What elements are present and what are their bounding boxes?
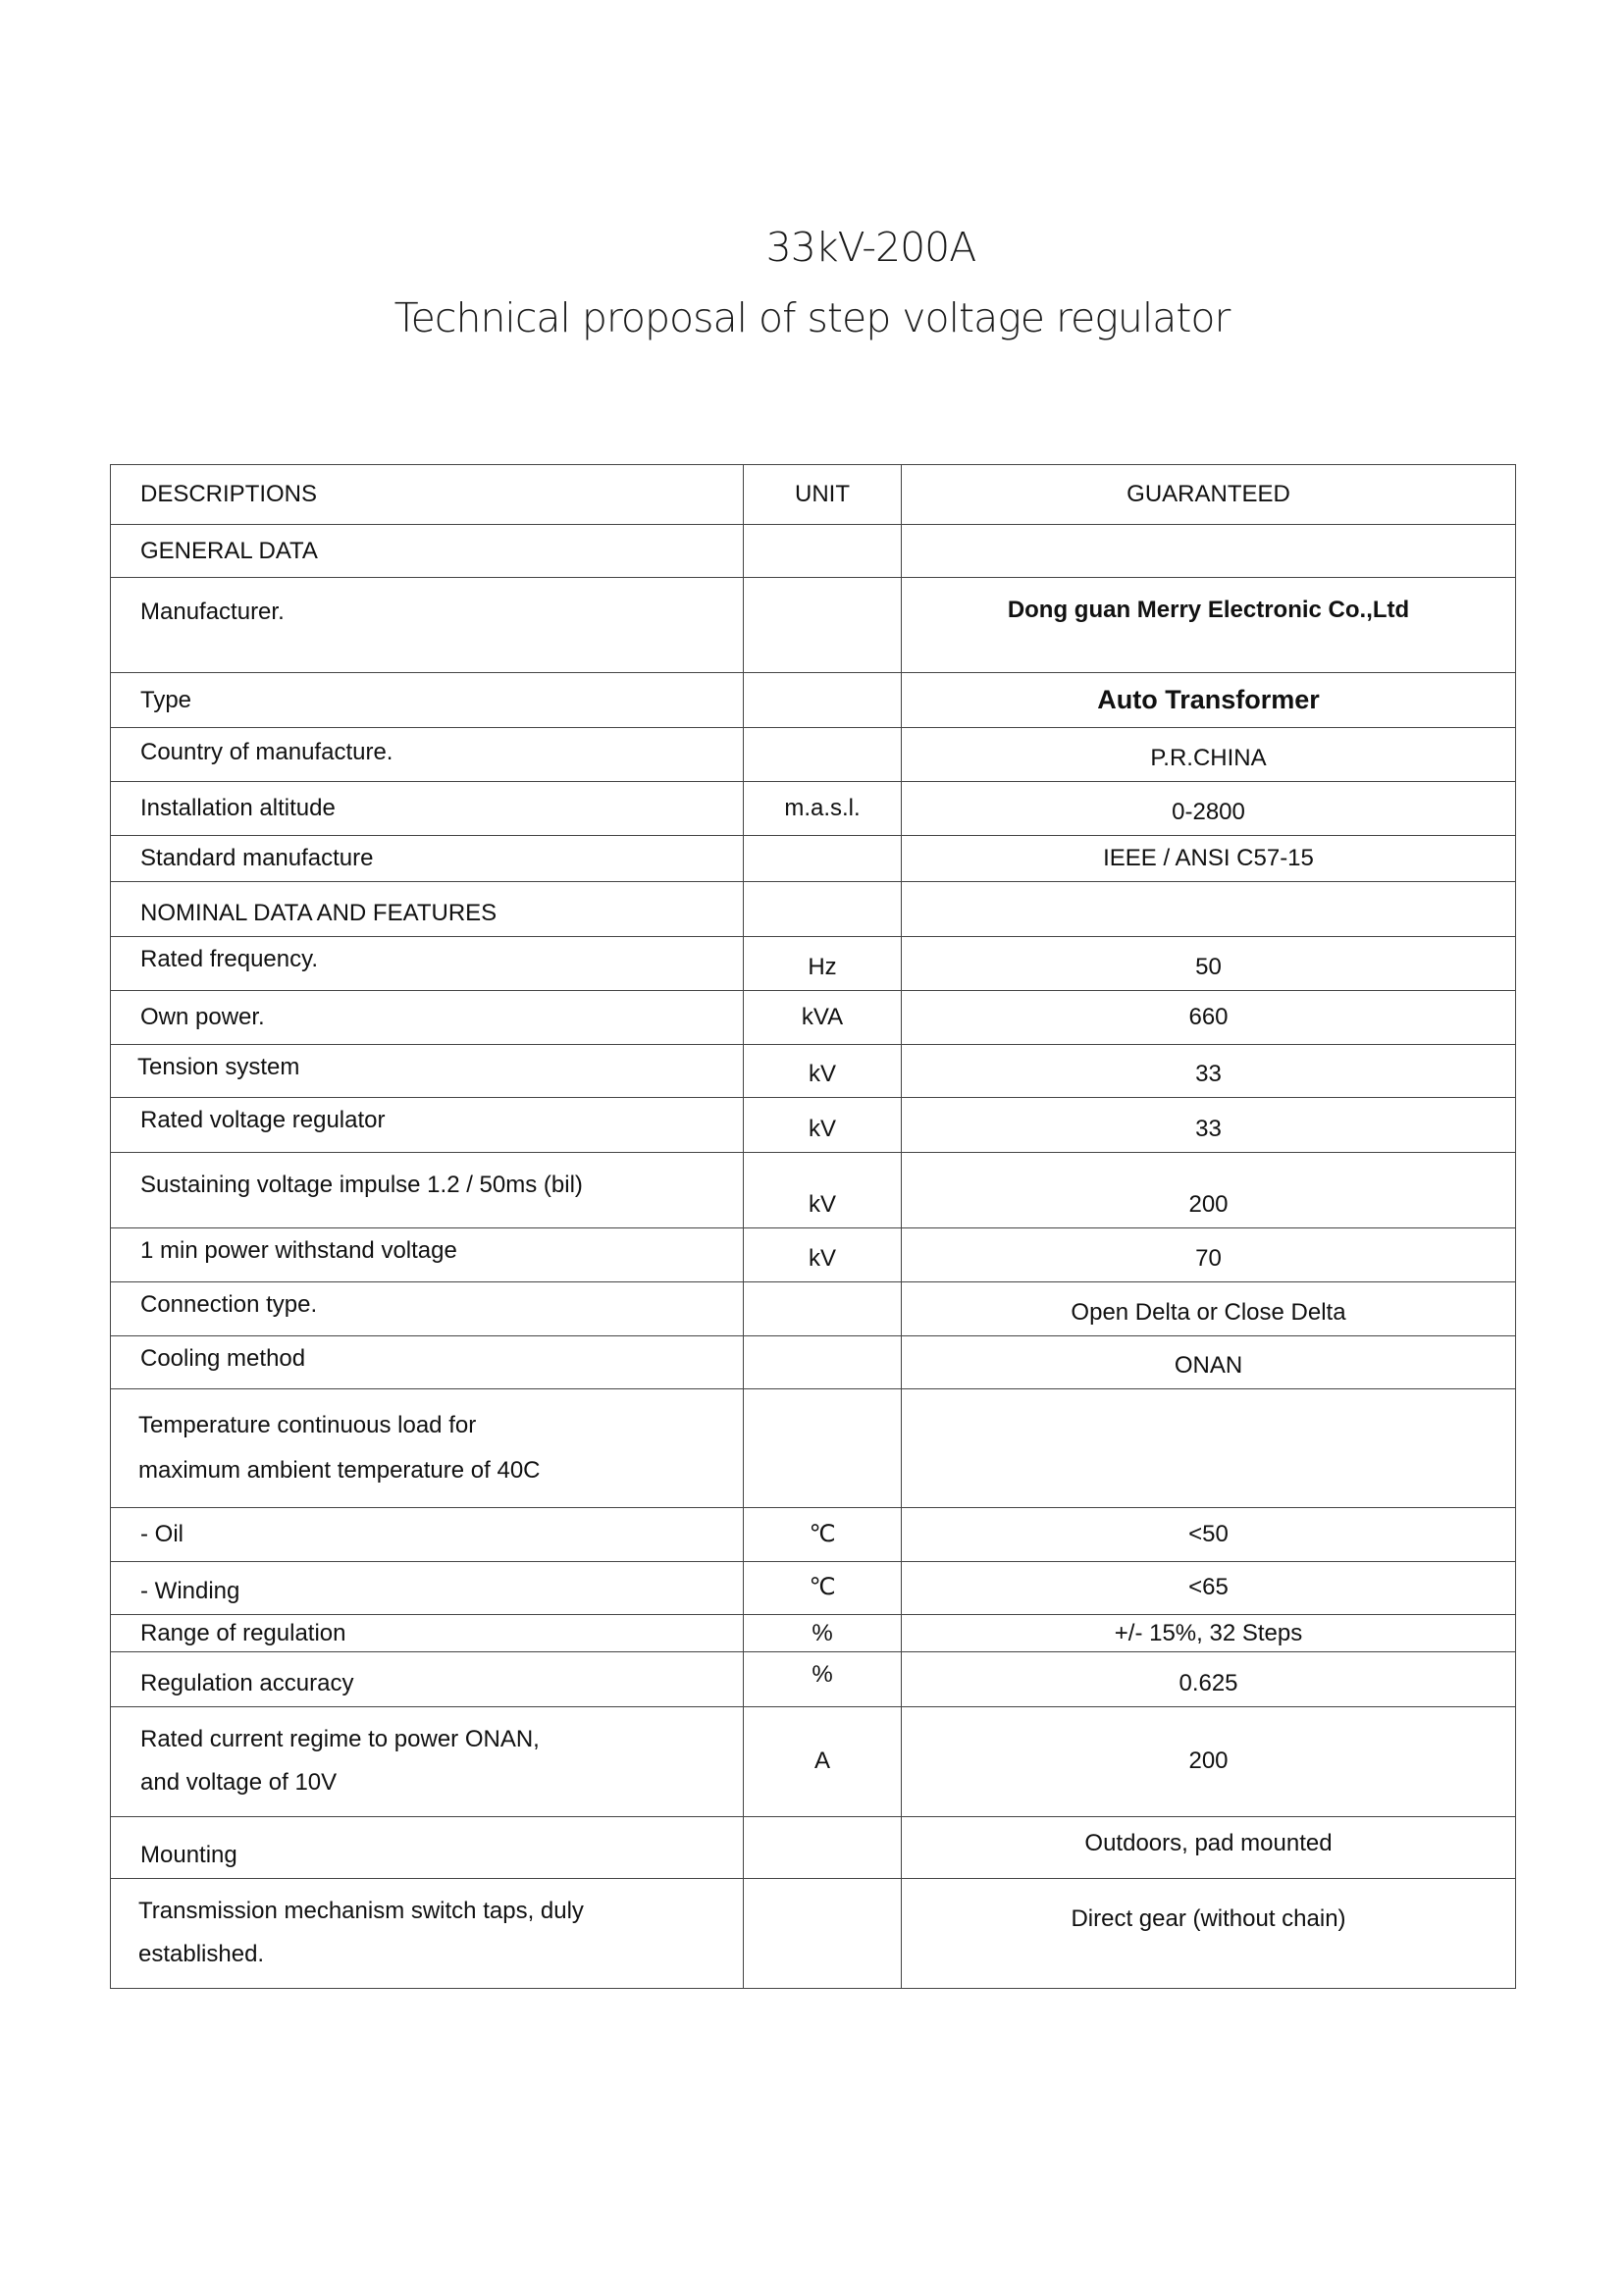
row-unit: A [744, 1706, 902, 1816]
row-value: 33 [902, 1097, 1516, 1152]
row-value: Direct gear (without chain) [902, 1878, 1516, 1988]
row-unit: kV [744, 1044, 902, 1097]
row-value: Open Delta or Close Delta [902, 1281, 1516, 1335]
row-desc: Mounting [111, 1816, 744, 1878]
row-desc-line1: Transmission mechanism switch taps, duly [138, 1898, 584, 1925]
row-unit: % [744, 1614, 902, 1651]
row-value: 33 [902, 1044, 1516, 1097]
row-desc: GENERAL DATA [111, 525, 744, 578]
row-value: <50 [902, 1507, 1516, 1561]
row-value: <65 [902, 1561, 1516, 1614]
row-unit [744, 578, 902, 673]
row-value [902, 881, 1516, 936]
row-value: IEEE / ANSI C57-15 [902, 836, 1516, 882]
table-row [111, 1614, 1516, 1651]
row-desc: Regulation accuracy [111, 1651, 744, 1706]
table-row [111, 1507, 1516, 1561]
row-value: ONAN [902, 1335, 1516, 1388]
document-subtitle: Technical proposal of step voltage regulator [393, 294, 1231, 341]
table-row [111, 936, 1516, 990]
table-row [111, 1227, 1516, 1281]
row-value: 0.625 [902, 1651, 1516, 1706]
table-row [111, 673, 1516, 728]
header-unit: UNIT [744, 465, 902, 525]
row-desc: Manufacturer. [111, 578, 744, 673]
row-desc [111, 1706, 744, 1816]
row-desc: Own power. [111, 990, 744, 1044]
row-value: 50 [902, 936, 1516, 990]
table-row [111, 1152, 1516, 1227]
row-unit [744, 1335, 902, 1388]
row-desc: Range of regulation [111, 1614, 744, 1651]
row-desc: - Winding [111, 1561, 744, 1614]
row-unit [744, 525, 902, 578]
header-guaranteed: GUARANTEED [902, 465, 1516, 525]
row-value: 70 [902, 1227, 1516, 1281]
row-desc: Type [111, 673, 744, 728]
row-unit: ℃ [744, 1561, 902, 1614]
row-value: Auto Transformer [902, 673, 1516, 728]
row-desc: Tension system [111, 1044, 744, 1097]
row-value [902, 1388, 1516, 1507]
row-desc: Rated frequency. [111, 936, 744, 990]
table-row [111, 1651, 1516, 1706]
document-title: 33kV-200A [765, 224, 976, 271]
row-unit [744, 836, 902, 882]
row-desc-line1: Temperature continuous load for [138, 1411, 477, 1438]
table-header-row [111, 465, 1516, 525]
table-row [111, 1281, 1516, 1335]
row-unit: ℃ [744, 1507, 902, 1561]
row-unit: kVA [744, 990, 902, 1044]
table-row [111, 782, 1516, 836]
row-value: 200 [902, 1152, 1516, 1227]
row-desc: Country of manufacture. [111, 728, 744, 782]
row-value: 660 [902, 990, 1516, 1044]
row-value: +/- 15%, 32 Steps [902, 1614, 1516, 1651]
row-value: Dong guan Merry Electronic Co.,Ltd [902, 578, 1516, 673]
row-desc: NOMINAL DATA AND FEATURES [111, 881, 744, 936]
row-desc: Installation altitude [111, 782, 744, 836]
row-unit [744, 1816, 902, 1878]
row-unit [744, 728, 902, 782]
table-row [111, 1816, 1516, 1878]
spec-table [110, 464, 1516, 1989]
row-desc: Sustaining voltage impulse 1.2 / 50ms (bil) [111, 1152, 744, 1227]
header-descriptions: DESCRIPTIONS [111, 465, 744, 525]
table-row [111, 1388, 1516, 1507]
row-desc: Connection type. [111, 1281, 744, 1335]
row-unit: Hz [744, 936, 902, 990]
row-unit: kV [744, 1227, 902, 1281]
row-unit [744, 1878, 902, 1988]
row-value: P.R.CHINA [902, 728, 1516, 782]
row-desc: 1 min power withstand voltage [111, 1227, 744, 1281]
row-desc: Standard manufacture [111, 836, 744, 882]
row-value: Outdoors, pad mounted [902, 1816, 1516, 1878]
row-desc: Rated voltage regulator [111, 1097, 744, 1152]
row-unit: kV [744, 1152, 902, 1227]
row-value: 200 [902, 1706, 1516, 1816]
row-desc-line2: established. [138, 1941, 265, 1968]
row-unit: % [744, 1651, 902, 1706]
table-row [111, 881, 1516, 936]
table-row [111, 1044, 1516, 1097]
row-value [902, 525, 1516, 578]
row-desc [111, 1878, 744, 1988]
table-row [111, 836, 1516, 882]
table-row [111, 1335, 1516, 1388]
table-row [111, 525, 1516, 578]
table-row [111, 1878, 1516, 1988]
row-desc: - Oil [111, 1507, 744, 1561]
table-row [111, 1561, 1516, 1614]
row-unit [744, 881, 902, 936]
table-row [111, 990, 1516, 1044]
row-unit [744, 673, 902, 728]
row-desc-line2: maximum ambient temperature of 40C [138, 1456, 541, 1484]
table-row [111, 1706, 1516, 1816]
table-row [111, 1097, 1516, 1152]
row-desc-line2: and voltage of 10V [140, 1769, 338, 1797]
row-value: 0-2800 [902, 782, 1516, 836]
table-row [111, 578, 1516, 673]
row-unit [744, 1281, 902, 1335]
row-desc-line1: Rated current regime to power ONAN, [140, 1726, 540, 1753]
table-row [111, 728, 1516, 782]
row-desc [111, 1388, 744, 1507]
row-unit: kV [744, 1097, 902, 1152]
row-unit [744, 1388, 902, 1507]
row-desc: Cooling method [111, 1335, 744, 1388]
row-unit: m.a.s.l. [744, 782, 902, 836]
